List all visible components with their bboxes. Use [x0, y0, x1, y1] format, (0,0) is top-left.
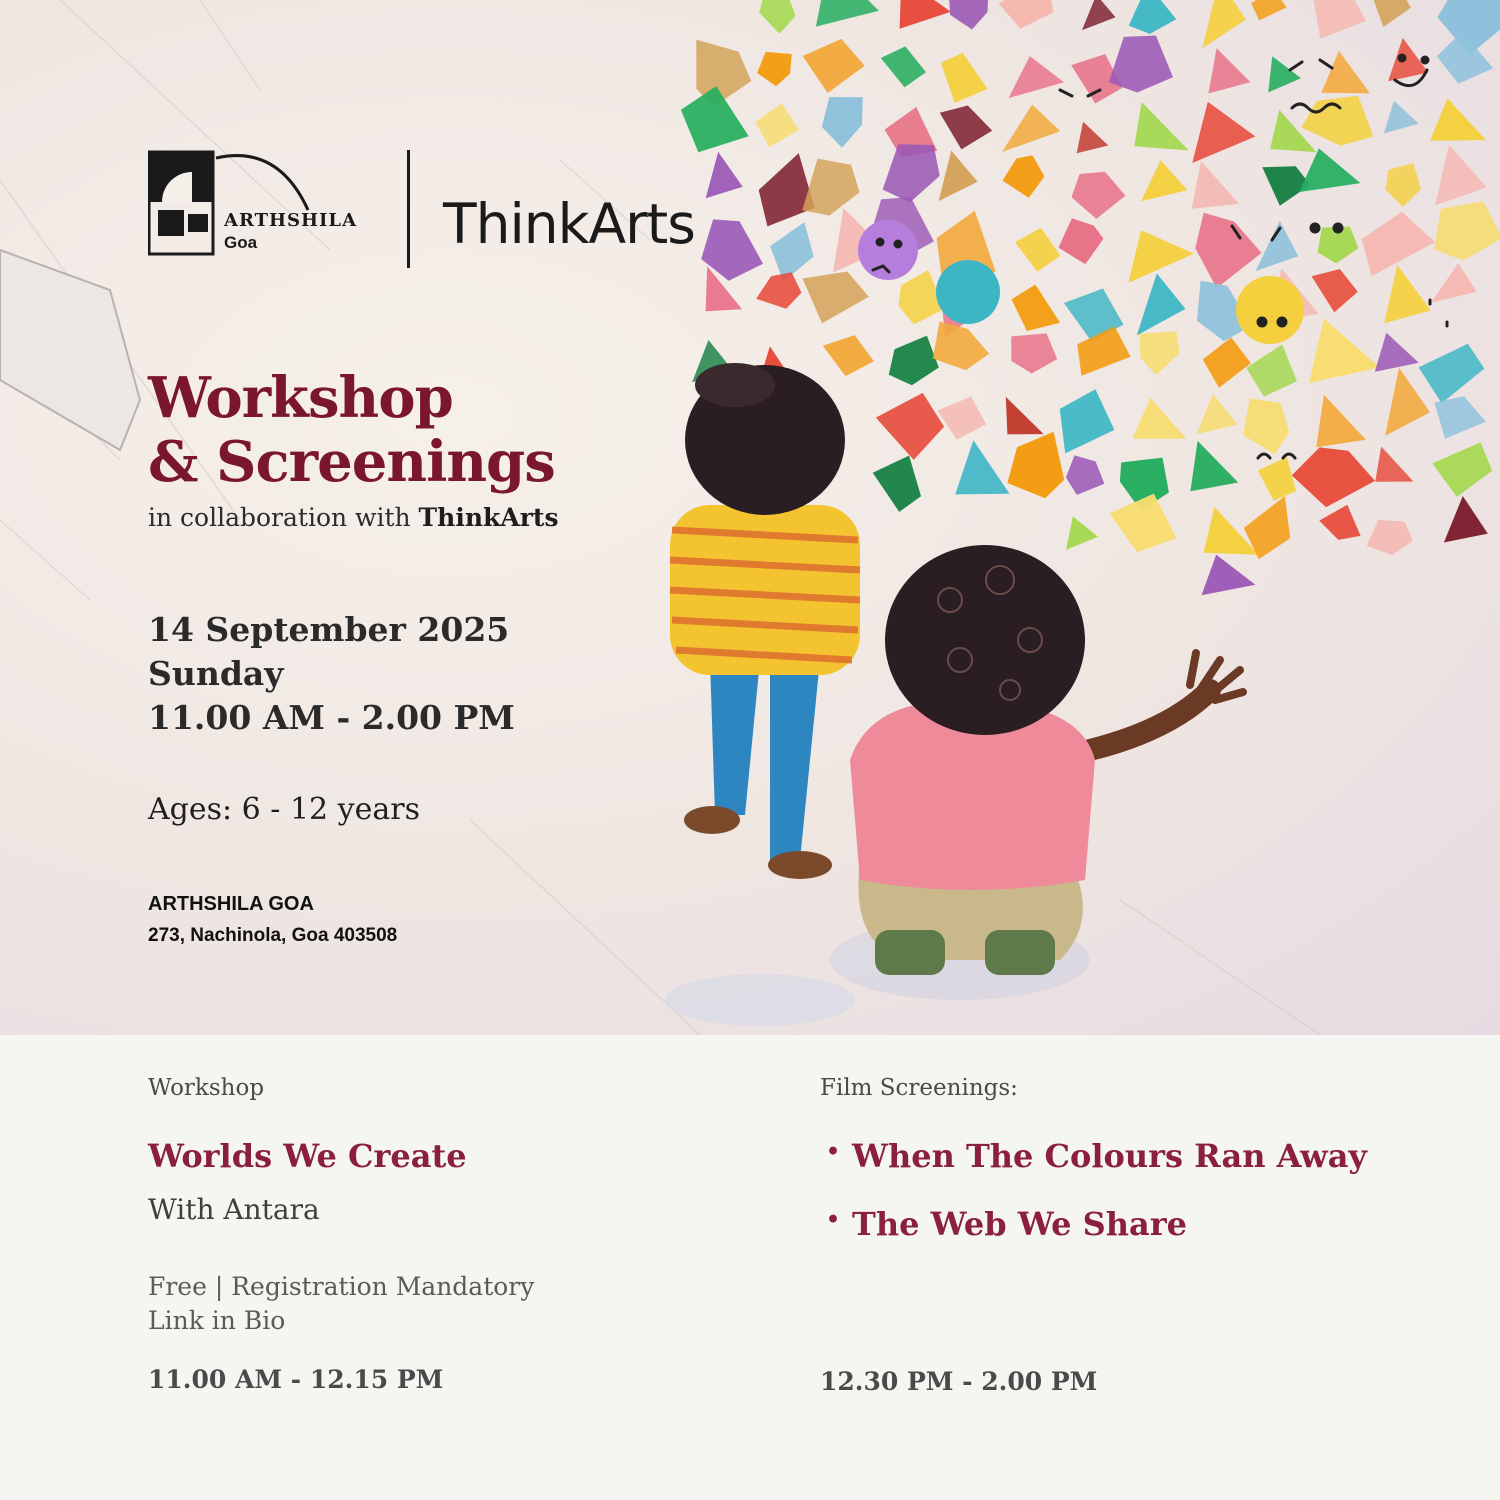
mosaic-tile: [1367, 520, 1413, 555]
mosaic-tile: [1006, 397, 1044, 434]
mosaic-tile: [1385, 163, 1421, 207]
film-list: [820, 1137, 1367, 1273]
yellow-character: [1236, 276, 1304, 344]
mosaic-tile: [759, 0, 795, 34]
mosaic-tile: [1011, 333, 1057, 373]
mosaic-tile: [1140, 331, 1180, 375]
arthshila-name: ARTHSHILA: [224, 210, 358, 231]
mosaic-tile: [1077, 122, 1109, 154]
mosaic-tile: [1066, 517, 1098, 550]
age-range: Ages: 6 - 12 years: [148, 792, 420, 827]
screenings-time: 12.30 PM - 2.00 PM: [820, 1367, 1098, 1396]
mosaic-tile: [1197, 394, 1238, 434]
screenings-label: Film Screenings:: [820, 1075, 1018, 1101]
mosaic-tile: [1251, 0, 1286, 20]
workshop-title: Worlds We Create: [148, 1137, 467, 1175]
mosaic-tile: [876, 393, 944, 460]
mosaic-tile: [1203, 337, 1251, 387]
mosaic-tile: [706, 152, 743, 198]
mosaic-tile: [1134, 102, 1189, 150]
mosaic-tile: [1312, 269, 1358, 312]
mosaic-tile: [803, 272, 869, 324]
venue-block: [148, 888, 397, 952]
mosaic-tile: [1110, 494, 1177, 553]
collab-prefix: in collaboration with: [148, 503, 411, 532]
title-line-1: Workshop: [148, 365, 453, 431]
mosaic-tile: [1435, 145, 1487, 206]
mosaic-tile: [681, 86, 749, 152]
mosaic-tile: [1002, 105, 1060, 152]
mosaic-tile: [1077, 326, 1130, 375]
mosaic-tile: [1060, 389, 1115, 453]
mosaic-tile: [802, 159, 859, 216]
mosaic-tile: [823, 335, 874, 376]
mosaic-tile: [1012, 285, 1061, 332]
mosaic-tile: [1066, 455, 1105, 495]
mosaic-tile: [1384, 101, 1419, 134]
mosaic-tile: [1434, 396, 1486, 438]
mosaic-tile: [1015, 228, 1060, 272]
mosaic-tile: [937, 397, 986, 440]
title-line-2: & Screenings: [148, 429, 555, 495]
mosaic-tile: [1003, 155, 1045, 198]
mosaic-tile: [1208, 48, 1250, 93]
mosaic-tile: [1202, 555, 1256, 596]
mosaic-tile: [933, 322, 989, 371]
mosaic-tile: [822, 97, 863, 148]
mosaic-tile: [1256, 221, 1299, 271]
mosaic-tile: [1375, 333, 1419, 372]
mosaic-tile: [1128, 230, 1193, 283]
venue-name: ARTHSHILA GOA: [148, 893, 314, 915]
mosaic-tile: [1190, 441, 1238, 491]
workshop-host: With Antara: [148, 1193, 320, 1226]
mosaic-tile: [1007, 432, 1064, 498]
workshop-time: 11.00 AM - 12.15 PM: [148, 1365, 444, 1394]
thinkarts-logo: ThinkArts: [443, 192, 695, 256]
mosaic-tile: [1430, 98, 1486, 140]
event-time: 11.00 AM - 2.00 PM: [148, 698, 515, 737]
mosaic-tile: [1385, 368, 1430, 436]
mosaic-tile: [756, 272, 801, 308]
mosaic-tile: [1009, 56, 1065, 98]
mosaic-tile: [1321, 51, 1370, 93]
collab-partner: ThinkArts: [418, 503, 559, 532]
mosaic-tile: [941, 53, 988, 103]
mosaic-tile: [1292, 447, 1375, 507]
mosaic-tile: [803, 39, 865, 93]
mosaic-tile: [759, 153, 815, 226]
mosaic-tile: [1082, 0, 1116, 30]
mosaic-tile: [873, 456, 921, 512]
mosaic-tile: [1431, 263, 1477, 303]
mosaic-tile: [1192, 102, 1255, 163]
mosaic-tile: [1444, 496, 1488, 543]
mosaic-tile: [1432, 442, 1492, 497]
mosaic-tile: [900, 0, 951, 29]
mosaic-tile: [939, 151, 978, 202]
mosaic-tile: [889, 336, 939, 386]
workshop-label: Workshop: [148, 1075, 265, 1101]
mosaic-tile: [1268, 56, 1301, 92]
mosaic-tile: [940, 106, 993, 150]
event-title: [148, 366, 555, 494]
mosaic-tile: [1192, 161, 1239, 209]
event-date: 14 September 2025: [148, 610, 510, 649]
mosaic-tile: [1309, 319, 1380, 384]
mosaic-tile: [816, 0, 879, 27]
event-day: Sunday: [148, 654, 284, 693]
mosaic-tile: [1301, 96, 1373, 146]
mosaic-tile: [1319, 505, 1360, 540]
mosaic-tile: [1313, 0, 1366, 39]
mosaic-tile: [1299, 148, 1360, 192]
mosaic-tile: [1129, 0, 1177, 34]
mosaic-tile: [948, 0, 989, 30]
film-item: • The Web We Share: [820, 1205, 1367, 1273]
mosaic-tile: [999, 0, 1054, 29]
teal-tile: [936, 260, 1000, 324]
arthshila-city: Goa: [224, 233, 258, 252]
mosaic-tile: [1109, 36, 1173, 93]
mosaic-tile: [1202, 0, 1246, 48]
mosaic-tile: [883, 144, 940, 202]
mosaic-tile: [881, 46, 926, 87]
registration-note: Free | Registration Mandatory: [148, 1272, 535, 1301]
workshop-column: [148, 1075, 748, 1415]
mosaic-tile: [757, 52, 792, 86]
event-schedule: [148, 608, 515, 740]
collaboration-line: [148, 503, 559, 532]
mosaic-tile: [1141, 160, 1187, 201]
mosaic-tile: [1434, 201, 1500, 260]
mosaic-tile: [955, 440, 1009, 494]
screenings-column: [820, 1075, 1460, 1415]
mosaic-tile: [755, 103, 799, 147]
mosaic-tile: [1195, 213, 1261, 289]
mosaic-tile: [1072, 172, 1126, 219]
logo-divider: [407, 150, 410, 268]
mosaic-tile: [1258, 457, 1296, 501]
mosaic-tile: [1246, 344, 1297, 396]
mosaic-tile: [1243, 398, 1289, 454]
film-item: • When The Colours Ran Away: [820, 1137, 1367, 1205]
mosaic-tile: [1384, 265, 1431, 324]
mosaic-tile: [1316, 395, 1366, 448]
mosaic-tile: [1137, 273, 1186, 335]
link-note: Link in Bio: [148, 1306, 286, 1335]
mosaic-tile: [1132, 398, 1186, 439]
mosaic-tile: [770, 222, 814, 281]
arthshila-logo: [148, 150, 368, 260]
mosaic-tile: [1375, 447, 1413, 482]
mosaic-tile: [1372, 0, 1411, 27]
venue-address: 273, Nachinola, Goa 403508: [148, 925, 398, 946]
mosaic-tile: [1059, 218, 1104, 264]
mosaic-tile: [1419, 344, 1485, 403]
